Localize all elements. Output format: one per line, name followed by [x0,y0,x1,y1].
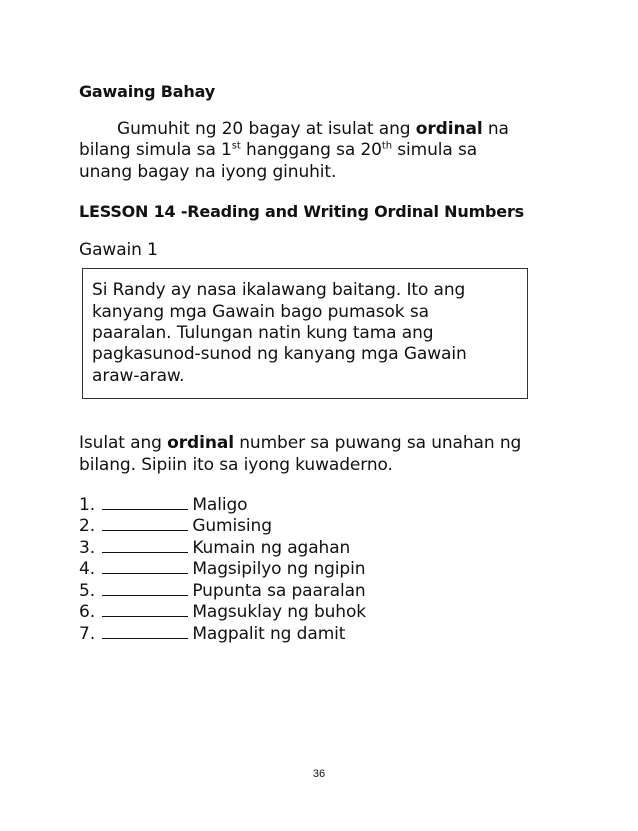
item-number: 5. [79,581,96,601]
homework-line-2 [79,140,477,161]
homework-text-2: na [487,119,509,139]
item-number: 3. [79,538,96,558]
item-text: Magpalit ng damit [192,624,346,644]
instruction-line-1 [79,433,521,454]
item-number: 7. [79,624,96,644]
item-text: Magsipilyo ng ngipin [192,559,366,579]
homework-sup-th: th [381,140,392,152]
list-item [79,495,247,515]
homework-line2-part2: hanggang sa 20 [246,140,382,160]
item-text: Kumain ng agahan [192,538,351,558]
page-number: 36 [312,768,326,780]
item-number: 6. [79,602,96,622]
homework-keyword: ordinal [415,119,483,139]
item-text: Maligo [192,495,248,515]
story-line-4: pagkasunod-sunod ng kanyang mga Gawain [92,344,467,364]
homework-line2-part1: bilang simula sa 1 [79,140,232,160]
answer-blank[interactable] [102,495,188,510]
item-number: 4. [79,559,96,579]
list-item [79,559,365,579]
story-line-3: paaralan. Tulungan natin kung tama ang [92,323,434,343]
item-number: 2. [79,516,96,536]
list-item [79,624,345,644]
item-text: Pupunta sa paaralan [192,581,366,601]
activity-title: Gawain 1 [79,240,158,260]
story-box [82,268,528,399]
story-line-1: Si Randy ay nasa ikalawang baitang. Ito ang [92,280,466,300]
list-item [79,602,366,622]
instruction-text-2: number sa puwang sa unahan ng [239,433,522,453]
homework-line2-part3: simula sa [397,140,478,160]
item-text: Gumising [192,516,272,536]
answer-blank[interactable] [102,581,188,596]
instruction-line-2: bilang. Sipiin ito sa iyong kuwaderno. [79,455,393,475]
instruction-text-1: Isulat ang [79,433,162,453]
homework-text-1: Gumuhit ng 20 bagay at isulat ang [117,119,411,139]
answer-blank[interactable] [102,538,188,553]
homework-line-1 [117,119,509,140]
item-text: Magsuklay ng buhok [192,602,367,622]
story-line-5: araw-araw. [92,366,185,386]
list-item [79,538,350,558]
homework-line-3: unang bagay na iyong ginuhit. [79,162,337,182]
instruction-keyword: ordinal [167,433,234,453]
story-line-2: kanyang mga Gawain bago pumasok sa [92,302,429,322]
lesson-title: LESSON 14 -Reading and Writing Ordinal Numbers [79,202,524,221]
answer-blank[interactable] [102,516,188,531]
list-item [79,581,366,601]
list-item [79,516,272,536]
answer-blank[interactable] [102,559,188,574]
item-number: 1. [79,495,96,515]
homework-sup-st: st [231,140,241,152]
homework-title: Gawaing Bahay [79,82,215,101]
answer-blank[interactable] [102,624,188,639]
answer-blank[interactable] [102,602,188,617]
